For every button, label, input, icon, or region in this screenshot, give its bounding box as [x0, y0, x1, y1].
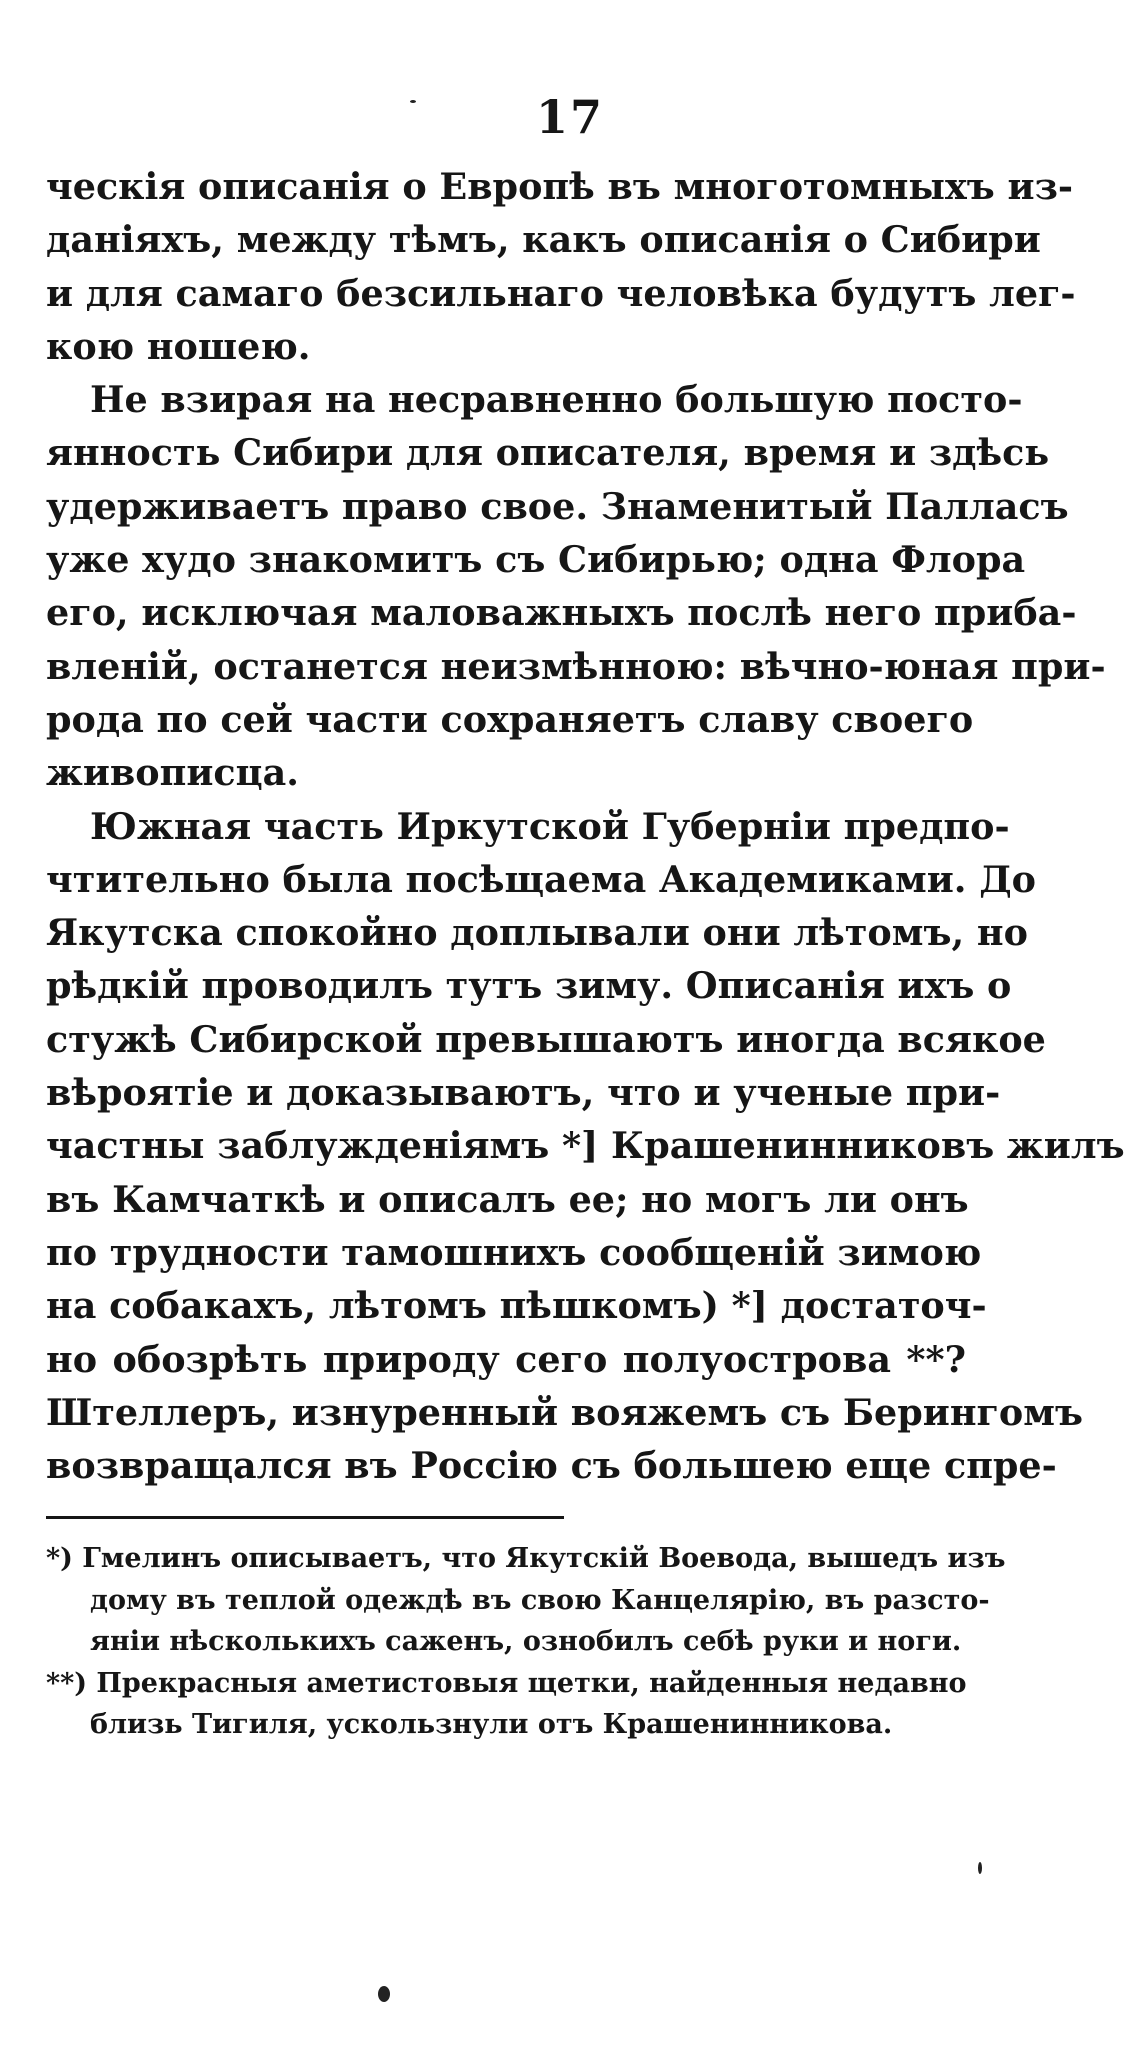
text-line: на собакахъ, лѣтомъ пѣшкомъ) *] достаточ- — [46, 1284, 987, 1328]
text-line: его, исключая маловажныхъ послѣ него приба- — [46, 591, 1077, 635]
footnotes — [46, 1538, 1006, 1746]
text-line: кою ношею. — [46, 324, 311, 368]
text-line: даніяхъ, между тѣмъ, какъ описанія о Сибири — [46, 218, 1041, 262]
text-line: и для самаго безсильнаго человѣка будутъ лег- — [46, 271, 1076, 315]
ink-speck — [378, 1986, 390, 2002]
ink-speck — [410, 100, 416, 103]
text-line: чтительно была посѣщаема Академиками. До — [46, 857, 1036, 901]
footnote-line: яніи нѣсколькихъ саженъ, ознобилъ себѣ руки и ноги. — [90, 1626, 962, 1657]
main-text — [46, 160, 1125, 1492]
text-line: янность Сибири для описателя, время и здѣсь — [46, 431, 1050, 475]
footnote-line: **) Прекрасныя аметистовыя щетки, найденныя недавно — [46, 1667, 967, 1699]
text-line: удерживаетъ право свое. Знаменитый Палласъ — [46, 484, 1069, 528]
text-line: Штеллеръ, изнуренный вояжемъ съ Берингомъ — [46, 1390, 1083, 1434]
text-line: въ Камчаткѣ и описалъ ее; но могъ ли онъ — [46, 1177, 969, 1221]
text-line: вленій, останется неизмѣнною: вѣчно-юная при- — [46, 644, 1106, 688]
text-line: Якутска спокойно доплывали они лѣтомъ, но — [46, 911, 1028, 955]
footnote-line: дому въ теплой одеждѣ въ свою Канцелярію, въ разсто- — [90, 1584, 990, 1616]
text-line: уже худо знакомитъ съ Сибирью; одна Флора — [46, 538, 1026, 582]
text-line: вѣроятіе и доказываютъ, что и ученые при- — [46, 1071, 1001, 1115]
text-line: рода по сей части сохраняетъ славу своего — [46, 697, 974, 741]
footnote-line: близь Тигиля, ускользнули отъ Крашенинникова. — [90, 1709, 893, 1740]
page-number: 17 — [535, 90, 604, 144]
text-line: но обозрѣть природу сего полуострова **? — [46, 1337, 966, 1381]
footnote-line: *) Гмелинъ описываетъ, что Якутскій Воевода, вышедъ изъ — [46, 1543, 1006, 1574]
text-line: частны заблужденіямъ *] Крашенинниковъ жилъ — [46, 1124, 1125, 1168]
text-line: стужѣ Сибирской превышаютъ иногда всякое — [46, 1017, 1046, 1061]
text-line: живописца. — [46, 751, 299, 795]
text-line: Не взирая на несравненно большую посто- — [90, 378, 1023, 422]
text-line: по трудности тамошнихъ сообщеній зимою — [46, 1230, 982, 1274]
ink-speck — [978, 1862, 982, 1874]
text-line: возвращался въ Россію съ большею еще спре- — [46, 1444, 1057, 1488]
text-line: рѣдкій проводилъ тутъ зиму. Описанія ихъ о — [46, 964, 1012, 1008]
text-line: Южная часть Иркутской Губерніи предпо- — [90, 804, 1010, 848]
footnote-divider — [46, 1516, 564, 1519]
text-line: ческія описанія о Европѣ въ многотомныхъ из- — [46, 165, 1074, 208]
